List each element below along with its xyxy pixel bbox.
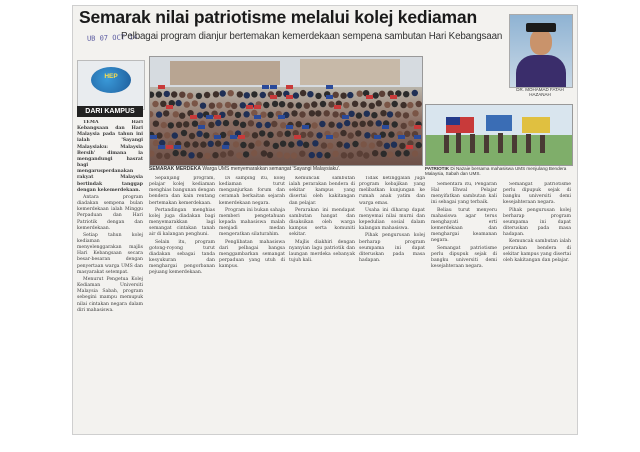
article-column-3 [219,176,285,430]
paragraph: Setiap tahun kolej kediaman menyelenggarakan majlis Hari Kebangsaan secara besar-besaran dengan penyertaan warga UMS dan masyarakat setempat. [77,232,143,275]
paragraph: Perarakan ini mendapat sambutan hangat dan disaksikan oleh warga kampus serta komuniti sekitar. [289,207,355,238]
globe-logo-icon [91,67,131,93]
date-stamp: UB 07 OCT 14 [86,33,138,43]
paragraph: Di samping itu, kolej kediaman turut menganjurkan forum dan ceramah berkaitan sejarah kemerdekaan negara. [219,176,285,206]
paragraph: Pihak pengurusan kolej berharap program seumpama ini dapat diteruskan pada masa hadapan. [503,207,571,238]
paragraph: Semangat patriotisme perlu dipupuk sejak di bangku universiti demi kesejahteraan negara. [431,245,497,270]
article-column-6 [431,182,497,430]
paragraph: Majlis diakhiri dengan nyanyian lagu patriotik dan laungan merdeka sebanyak tujuh kali. [289,239,355,264]
side-photo [425,104,573,166]
article-column-1 [77,120,143,430]
article-column-5 [359,176,425,430]
main-caption-text: Warga UMS menyemarakkan semangat 'Sayangi Malaysiaku'. [202,166,341,172]
lead-paragraph: TEMA Hari Kebangsaan dan Hari Malaysia pada tahun ini ialah 'Sayangi Malaysiaku: Malaysia Bersih' dimana ia mengandungi hasrat bagi mengarusperdanakan rakyat Malaysia bertindak tanggap dengan kekemerdekaan. [77,120,143,193]
paragraph: Selain itu, program gotong-royong turut diadakan sebagai tanda kesyukuran dan menghargai pengorbanan pejuang kemerdekaan. [149,239,215,276]
paragraph: Antara program diadakan sempena bulan kemerdekaan ialah Minggu Perpaduan dan Hari Patriotik dengan dan kemerdekaan. [77,194,143,231]
paragraph: Penglibatan mahasiswa dari pelbagai bangsa menggambarkan semangat perpaduan yang utuh di kampus. [219,239,285,270]
main-photo-caption [149,166,421,172]
paragraph: Kemuncak sambutan ialah perarakan bendera di sekitar kampus yang disertai oleh kakitangan dan pelajar. [503,239,571,263]
paragraph: Program ini bukan sahaja memberi pengetahuan kepada mahasiswa malah menjadi medan mengeratkan silaturahim. [219,207,285,238]
paragraph: Usaha ini diharap dapat menyemai nilai murni dan kepedulian sosial dalam kalangan mahasiswa. [359,207,425,232]
section-label: DARI KAMPUS [77,106,143,117]
newspaper-clipping [72,5,578,435]
logo-text: HEP [104,73,118,80]
side-caption-text: Di Nazaie bersama mahasiswa UMS menjulang Bendera Malaysia, Sabah dan UMS. [425,166,567,177]
paragraph: Pertandingan menghias kolej juga diadakan bagi menyemarakkan lagi semangat cintakan tanah air di kalangan penghuni. [149,207,215,238]
portrait-photo [509,14,573,88]
cap-shape [526,23,556,32]
flag-illustration [426,105,572,165]
section-logo-image [77,60,145,110]
paragraph: Kemuncak sambutan ialah perarakan bendera di sekitar kampus yang disertai oleh kakitangan dan pelajar. [289,176,355,206]
face-shape [530,29,552,55]
portrait-caption: DR. MOHAMAD FATAH HAZANAH [516,87,564,97]
side-photo-caption [425,166,571,177]
crowd-illustration [150,57,422,165]
article-column-7 [503,182,571,430]
paragraph: Tidak ketinggalan juga program kebajikan yang melibatkan kunjungan ke rumah anak yatim dan warga emas. [359,176,425,206]
paragraph: Pihak pengurusan kolej berharap program seumpama ini dapat diteruskan pada masa hadapan. [359,233,425,264]
paragraph: Beliau turut menyeru mahasiswa agar terus menghayati erti kemerdekaan dan menghargai keamanan negara. [431,207,497,244]
article-column-2 [149,176,215,430]
robe-shape [516,55,566,88]
subheadline: Pelbagai program dianjur bertemakan kemerdekaan sempena sambutan Hari Kebangsaan [121,31,503,42]
paragraph: Semangat patriotisme perlu dipupuk sejak di bangku universiti demi kesejahteraan negara. [503,182,571,206]
main-photo [149,56,423,166]
side-caption-label: PATRIOTIK [425,166,450,171]
paragraph: Menurut Pengetua Kolej Kediaman Universiti Malaysia Sabah, program sebegini mampu memupuk nilai cintakan negara dalam diri mahasiswa. [77,276,143,313]
headline: Semarak nilai patriotisme melalui kolej kediaman [79,7,477,27]
article-column-4 [289,176,355,430]
paragraph: Sepanjang program, pelajar kolej kediaman menghias bangunan dengan bendera dan kain rentang bertemakan kemerdekaan. [149,176,215,206]
main-caption-label: SEMARAK MERDEKA [149,166,201,172]
paragraph: Sementara itu, Pengarah Hal Ehwal Pelajar menyifatkan sambutan kali ini sebagai yang terbaik. [431,182,497,206]
